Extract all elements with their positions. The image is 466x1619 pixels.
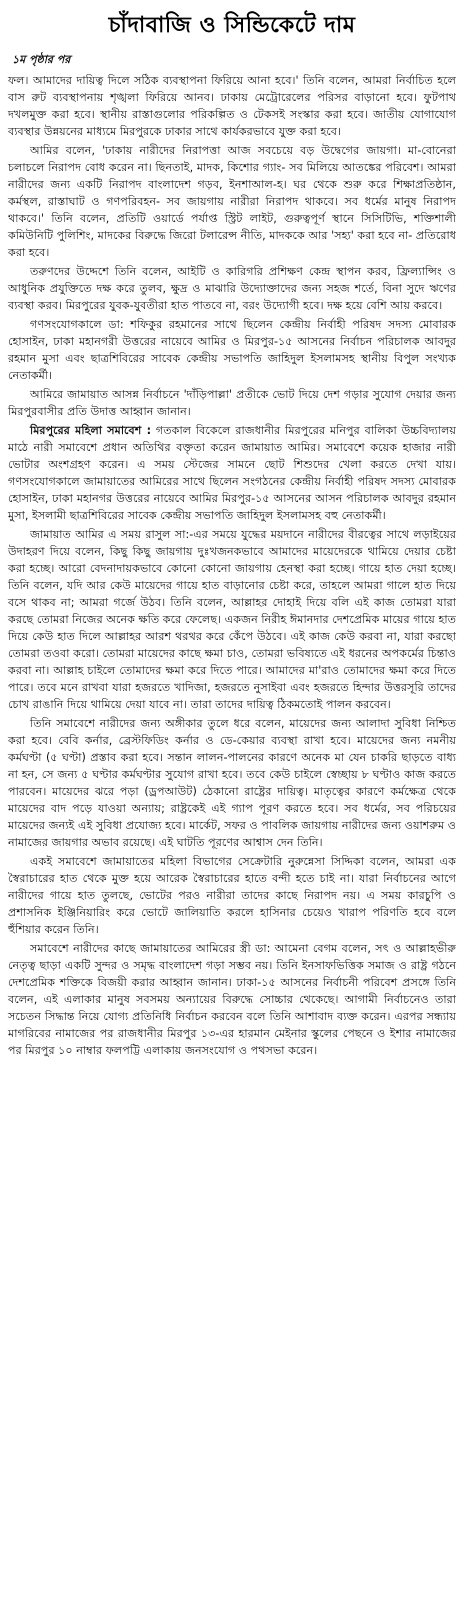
article-body [8, 72, 456, 1059]
article-paragraph: গণসংযোগকালে ডা: শফিকুর রহমানের সাথে ছিলেন কেন্দ্রীয় নির্বাহী পরিষদ সদস্য মোবারক হোসাইন, ঢাকা মহানগরী উত্তরের নায়েবে আমির ও মিরপুর-১৫ আসনের নির্বাচন পরিচালক আবদুর রহমান মুসা এবং ছাত্রশিবিরের সাবেক কেন্দ্রীয় সভাপতি জাহিদুল ইসলামসহ স্থানীয় বিপুল সংখ্যক নেতাকর্মী। [8, 318, 456, 382]
article-paragraph-with-section [8, 422, 456, 524]
article-paragraph: জামায়াত আমির এ সময় রাসুল সা:-এর সময়ে যুদ্ধের ময়দানে নারীদের বীরত্বের সাথে লড়াইয়ের উদাহরণ দিয়ে বলেন, কিছু কিছু জায়গায় দুঃখজনকভাবে আমাদের মায়েদেরকে থামিয়ে দেয়ার চেষ্টা করা হচ্ছে। আরো বেদনাদায়কভাবে কোনো কোনো জায়গায় হেনস্থা করা হচ্ছে। গায়ে হাত দেয়া হচ্ছে। তিনি বলেন, যদি আর কেউ মায়েদের গায়ে হাত বাড়ানোর চেষ্টা করে, তাহলে আমরা গালে হাত দিয়ে বসে থাকব না; আমরা গর্জে উঠব। তিনি বলেন, আল্লাহর দোহাই দিয়ে বলি এই কাজ তোমরা যারা করছে তোমরা নিজের অনেক ক্ষতি করে ফেলেছ। একজন নিরীহ ঈমানদার দেশপ্রেমিক মায়ের গায়ে হাত দিয়ে কেউ হাত দিলে আল্লাহর আরশ থরথর করে কেঁপে উঠবে। এই কাজ কেউ করবা না, যারা করছো তোমরা তওবা করো। তোমরা মায়েদের কাছে ক্ষমা চাও, তোমরা ভবিষ্যতে এই ধরনের অপকর্মের চিন্তাও করবা না। আল্লাহ চাইলে তোমাদের ক্ষমা করে দিতে পারে। আমাদের মা'রাও তোমাদের ক্ষমা করে দিতে পারে। তবে মনে রাখবা যারা হজরতে খাদিজা, হজরতে নুসাইবা এবং হজরতে হিন্দার উত্তরসূরি তাদের চোখ রাঙানি দিয়ে থামিয়ে দেয়া যাবে না। তারা তাদের দায়িত্ব ঠিকমতোই পালন করবেন। [8, 528, 456, 711]
section-title: মিরপুরের মহিলা সমাবেশ : [30, 424, 152, 437]
headline: চাঁদাবাজি ও সিন্ডিকেটে দাম [108, 13, 356, 38]
article-paragraph: তিনি সমাবেশে নারীদের জন্য অঙ্গীকার তুলে ধরে বলেন, মায়েদের জন্য আলাদা সুবিধা নিশ্চিত করা হবে। বেবি কর্নার, ব্রেস্টফিডিং কর্নার ও ডে-কেয়ার ব্যবস্থা রাখা হবে। মায়েদের জন্য নমনীয় কর্মঘণ্টা (৫ ঘণ্টা) প্রস্তাব করা হবে। সন্তান লালন-পালনের কারণে অনেক মা যেন চাকরি ছাড়তে বাধ্য না হন, সে জন্য ৫ ঘণ্টার কর্মঘণ্টার সুযোগ রাখা হবে। তবে কেউ চাইলে স্বেচ্ছায় ৮ ঘণ্টাও কাজ করতে পারবেন। মায়েদের ঝরে পড়া (ড্রপআউট) ঠেকানো রাষ্ট্রের দায়িত্ব। মাতৃত্বের কারণে কর্মক্ষেত্র থেকে মায়েদের বাদ পড়ে যাওয়া অন্যায়; রাষ্ট্রকেই এই গ্যাপ পূরণ করতে হবে। সব ধর্মের, সব পরিচয়ের মায়েদের জন্যই এই সুবিধা প্রযোজ্য হবে। মার্কেট, সফর ও পাবলিক জায়গায় নারীদের জন্য ওয়াশরুম ও নামাজের জায়গার অভাব রয়েছে। এই ঘাটতি পূরণের আশ্বাস দেন তিনি। [8, 717, 456, 849]
article-paragraph: সমাবেশে নারীদের কাছে জামায়াতের আমিরের স্ত্রী ডা: আমেনা বেগম বলেন, সৎ ও আল্লাহভীরু নেতৃত্ব ছাড়া একটি সুন্দর ও সমৃদ্ধ বাংলাদেশ গড়া সম্ভব নয়। তিনি ইনসাফভিত্তিক সমাজ ও রাষ্ট্র গঠনে দেশপ্রেমিক শক্তিকে বিজয়ী করার আহ্বান জানান। ঢাকা-১৫ আসনের নির্বাচনী পরিবেশ প্রসঙ্গে তিনি বলেন, এই এলাকার মানুষ সবসময় অন্যায়ের বিরুদ্ধে সোচ্চার থেকেছে। আগামী নির্বাচনেও তারা সচেতন সিদ্ধান্ত নিয়ে যোগ্য প্রতিনিধি নির্বাচন করবেন বলে তিনি আশাবাদ ব্যক্ত করেন। এরপর সন্ধ্যায় মাগরিবের নামাজের পর রাজধানীর মিরপুর ১৩-এর হারমান মেইনার স্কুলের পেছনে ও ইশার নামাজের পর মিরপুর ১০ নাম্বার ফলপট্টি এলাকায় জনসংযোগ ও পথসভা করেন। [8, 942, 456, 1057]
section-text: গতকাল বিকেলে রাজধানীর মিরপুরের মনিপুর বালিকা উচ্চবিদ্যালয় মাঠে নারী সমাবেশে প্রধান অতিথির বক্তৃতা করেন জামায়াত আমির। সমাবেশে কয়েক হাজার নারী ভোটার অংশগ্রহণ করেন। এ সময় স্টেজের সামনে ছোট শিশুদের খেলা করতে দেখা যায়। গণসংযোগকালে জামায়াতের আমিরের সাথে ছিলেন সংগঠনের কেন্দ্রীয় নির্বাহী পরিষদ সদস্য মোবারক হোসাইন, ঢাকা মহানগর উত্তরের নায়েবে আমির মিরপুর-১৫ আসনের আসন পরিচালক আবদুর রহমান মুসা, ইসলামী ছাত্রশিবিরের সাবেক কেন্দ্রীয় সভাপতি জাহিদুল ইসলামসহ বহু নেতাকর্মী। [8, 424, 456, 522]
article-paragraph: আমিরে জামায়াত আসন্ন নির্বাচনে 'দাঁড়িপাল্লা' প্রতীকে ভোট দিয়ে দেশ গড়ার সুযোগ দেয়ার জন্য মিরপুরবাসীর প্রতি উদাত্ত আহ্বান জানান। [8, 388, 456, 418]
article-paragraph: তরুণদের উদ্দেশে তিনি বলেন, আইটি ও কারিগরি প্রশিক্ষণ কেন্দ্র স্থাপন করব, ফ্রিল্যান্সিং ও আধুনিক প্রযুক্তিতে দক্ষ করে তুলব, ক্ষুদ্র ও মাঝারি উদ্যোক্তাদের জন্য সহজ শর্তে, বিনা সুদে ঋণের ব্যবস্থা করব। মিরপুরের যুবক-যুবতীরা হাত পাতবে না, বরং উদ্যোগী হবে। দক্ষ হয়ে বেশি আয় করবে। [8, 265, 456, 312]
article-paragraph: একই সমাবেশে জামায়াতের মহিলা বিভাগের সেক্রেটারি নুরুন্নেসা সিদ্দিকা বলেন, আমরা এক স্বৈরাচারের হাত থেকে মুক্ত হয়ে আরেক স্বৈরাচারের হাতে বন্দী হতে চাই না। যারা নির্বাচনের আগে নারীদের গায়ে হাত তুলছে, ভোটের পরও নারীরা তাদের কাছে নিরাপদ নয়। এ সময় কারচুপি ও প্রশাসনিক ইঞ্জিনিয়ারিং করে ভোটে জালিয়াতি করলে হাসিনার চেয়েও খারাপ পরিণতি হবে বলে হুঁশিয়ার করেন তিনি। [8, 855, 456, 936]
article-paragraph: আমির বলেন, 'ঢাকায় নারীদের নিরাপত্তা আজ সবচেয়ে বড় উদ্বেগের জায়গা। মা-বোনেরা চলাচলে নিরাপদ বোধ করেন না। ছিনতাই, মাদক, কিশোর গ্যাং- সব মিলিয়ে আতঙ্কের পরিবেশ। আমরা নারীদের জন্য একটি নিরাপদ বাংলাদেশ গড়ব, ইনশাআল-হ। ঘর থেকে শুরু করে শিক্ষাপ্রতিষ্ঠান, কর্মস্থল, রাস্তাঘাট ও গণপরিবহন- সব জায়গায় নারীরা নিরাপদ থাকবে। সব ধর্মের মানুষ নিরাপদ থাকবে।' তিনি বলেন, প্রতিটি ওয়ার্ডে পর্যাপ্ত স্ট্রিট লাইট, গুরুত্বপূর্ণ স্থানে সিসিটিভি, শক্তিশালী কমিউনিটি পুলিশিং, মাদকের বিরুদ্ধে জিরো টলারেন্স নীতি, মাদককে আর 'সহ্য' করা হবে না- প্রতিরোধ করা হবে। [8, 144, 456, 259]
continued-from-label: ১ম পৃষ্ঠার পর [12, 53, 71, 66]
article-paragraph: ফল। আমাদের দায়িত্ব দিলে সঠিক ব্যবস্থাপনা ফিরিয়ে আনা হবে।' তিনি বলেন, আমরা নির্বাচিত হলে বাস রুট ব্যবস্থাপনায় শৃঙ্খলা ফিরিয়ে আনব। ঢাকায় মেট্রোরেলের পরিসর বাড়ানো হবে। ফুটপাথ দখলমুক্ত করা হবে। স্থানীয় রাস্তাগুলোর পরিকল্পিত ও টেকসই সংস্কার করা হবে। জাতীয় যোগাযোগ ব্যবস্থার উন্নয়নের মাধ্যমে মিরপুরকে ঢাকার সাথে কার্যকরভাবে যুক্ত করা হবে। [8, 74, 456, 138]
